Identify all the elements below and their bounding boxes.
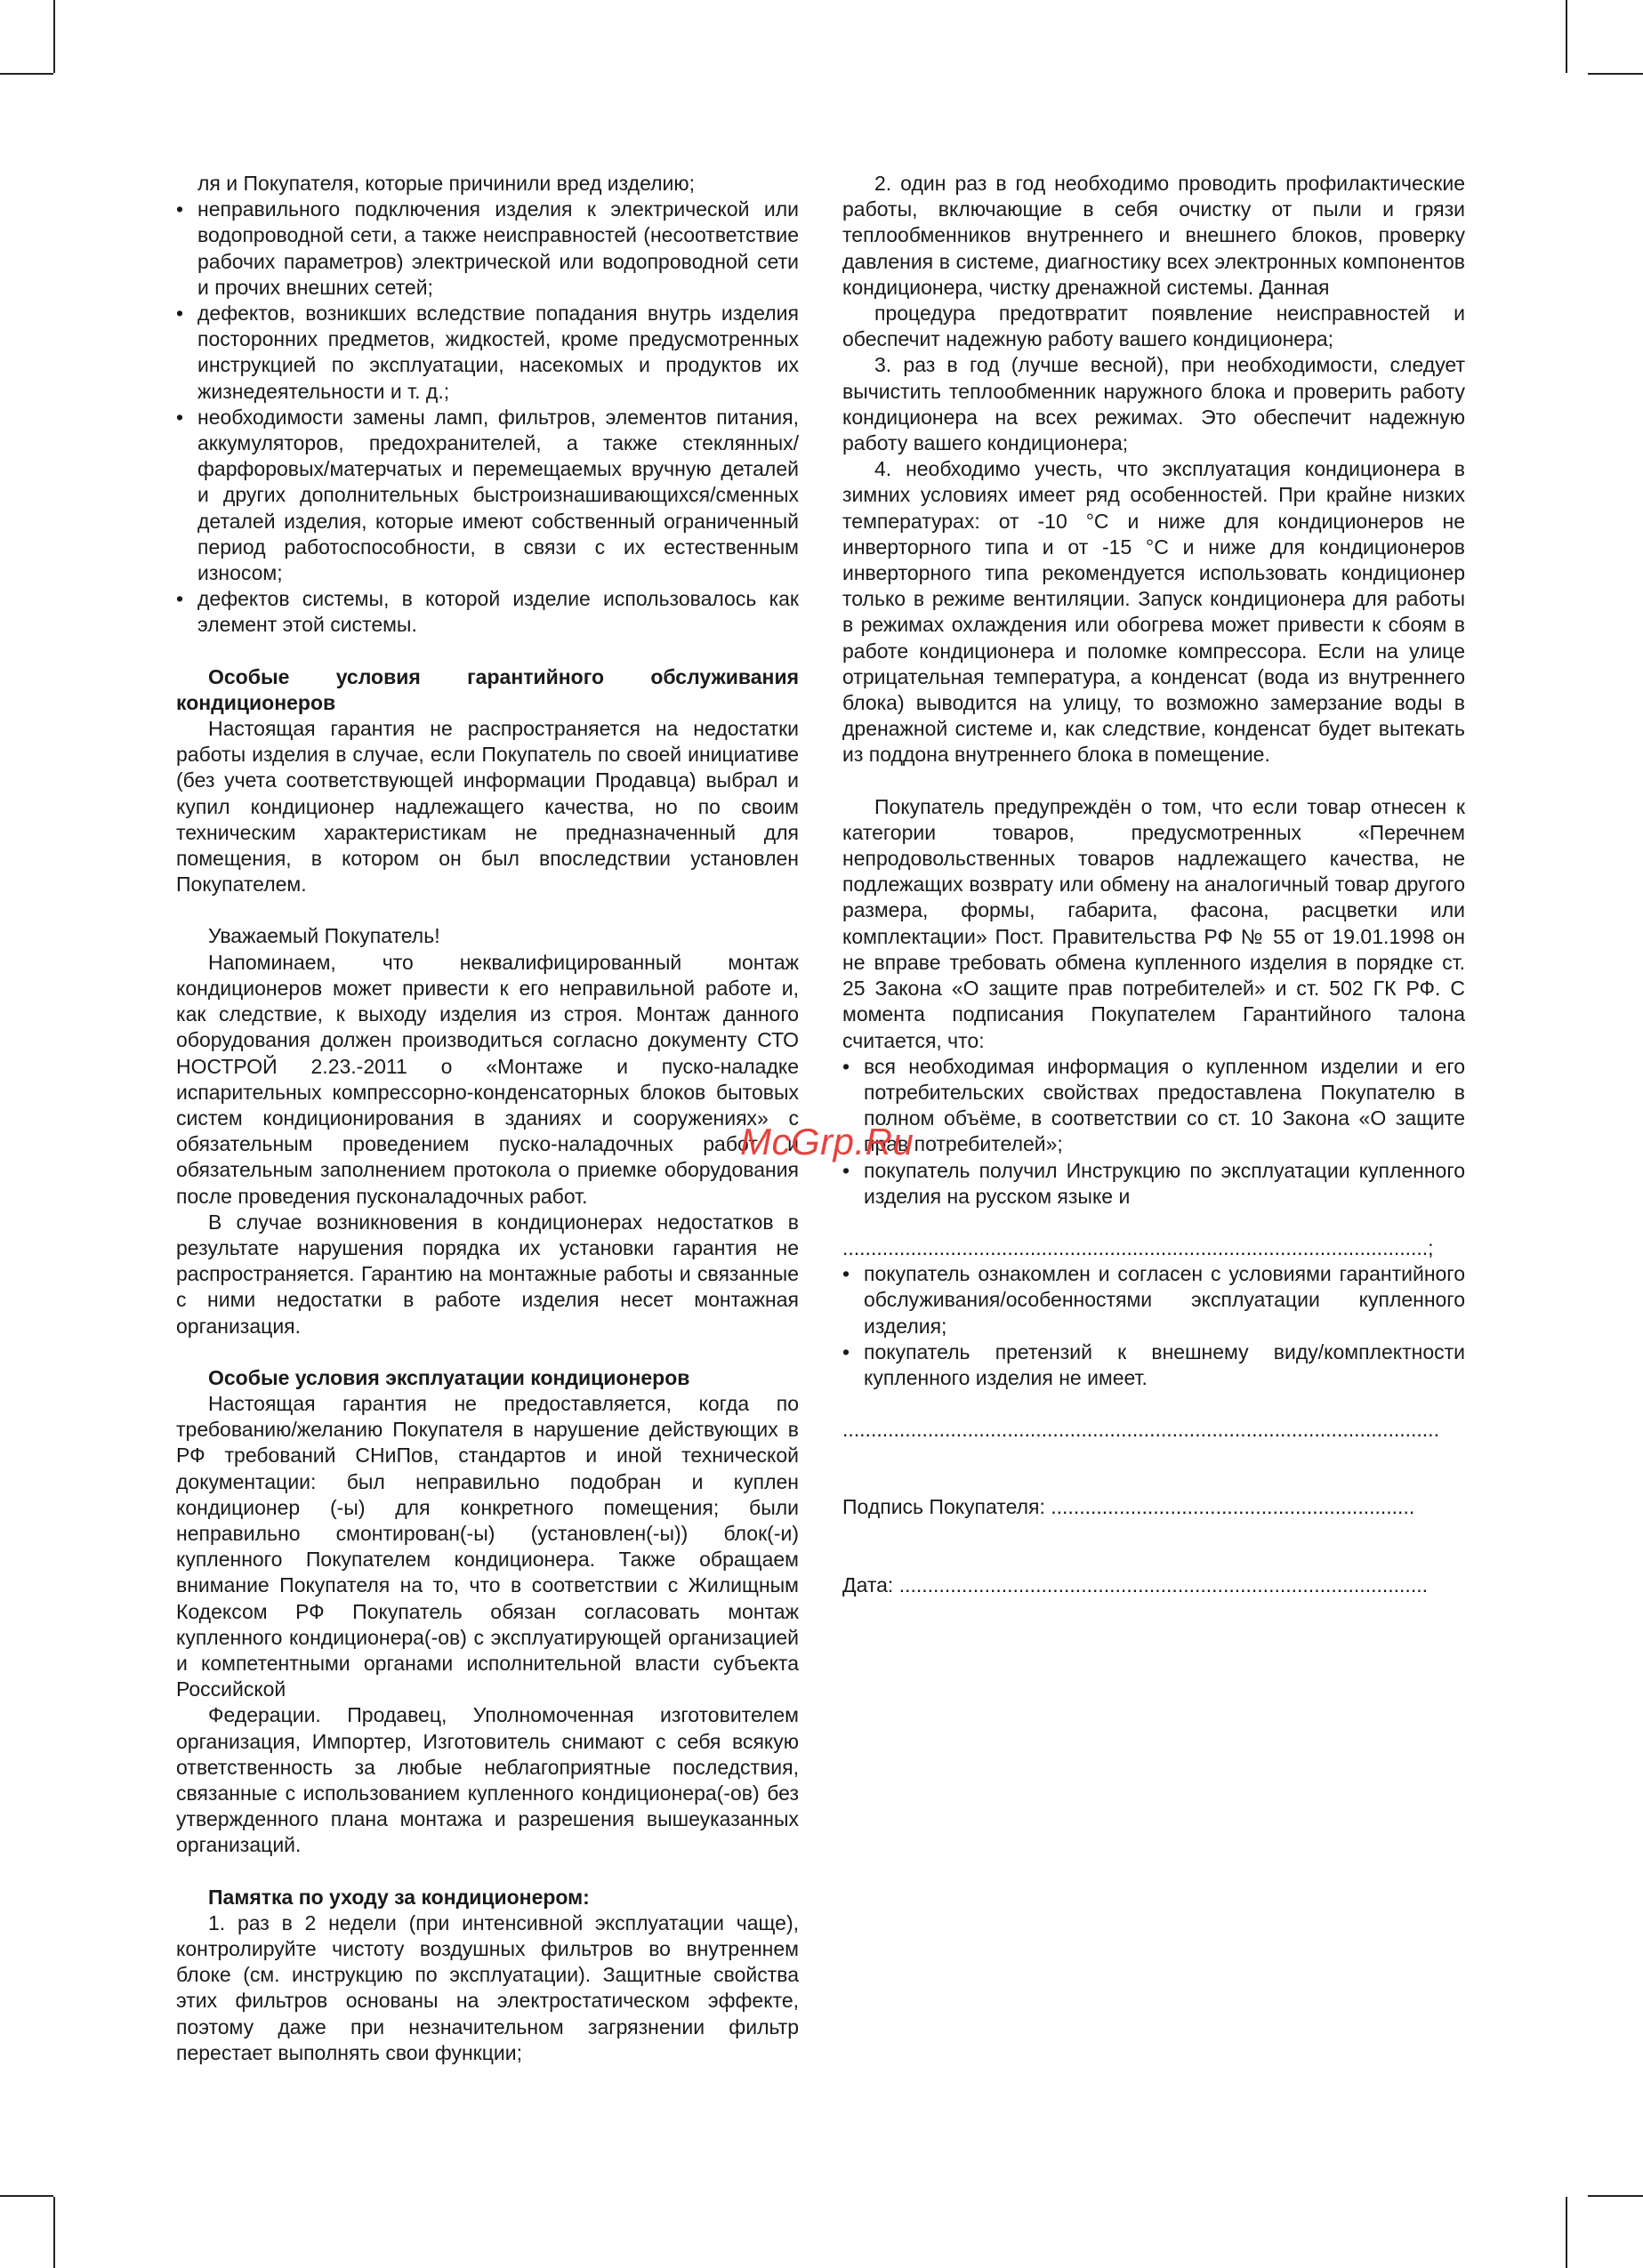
signature-field[interactable]: Подпись Покупателя: ................................................................: [842, 1495, 1415, 1519]
buyer-acknowledgements-list-2: [842, 1261, 1465, 1391]
care-item-2: 2. один раз в год необходимо проводить профилактические работы, включающие в себя очистку от пыли и грязи теплообменников внутреннего и внешнего блоков, проверку давления в системе, диагностику всех электронных компонентов кондиционера, чистку дренажной системы. Данная: [842, 172, 1465, 299]
spacer: [842, 1468, 1465, 1494]
crop-mark-bottom-left: [53, 2197, 55, 2268]
fill-in-line[interactable]: .......................................................................................................;: [842, 1235, 1434, 1259]
crop-mark-top-right: [1566, 0, 1567, 73]
federation-paragraph: Федерации. Продавец, Уполномоченная изготовителем организация, Импортер, Изготовитель снимают с себя всякую ответственность за любые неблагоприятные последствия, связанные с использованием купленного кондиционера(-ов) без утвержденного плана монтажа и разрешения вышеуказанных организаций.: [176, 1703, 799, 1857]
list-item: • покупатель получил Инструкцию по эксплуатации купленного изделия на русском языке и: [842, 1158, 1465, 1210]
list-item: • необходимости замены ламп, фильтров, элементов питания, аккумуляторов, предохранителей, а также стеклянных/фарфоровых/матерчатых и перемещаемых вручную деталей и других дополнительных быстроизнашивающихся/сменных деталей изделия, которые имеют собственный ограниченный период работоспособности, в связи с их естественным износом;: [176, 405, 799, 586]
list-item: • покупатель претензий к внешнему виду/комплектности купленного изделия не имеет.: [842, 1339, 1465, 1391]
crop-mark-bottom-right: [1566, 2197, 1567, 2268]
installation-paragraph: В случае возникновения в кондиционерах недостатков в результате нарушения порядка их установки гарантия не распространяется. Гарантию на монтажные работы и связанные с ними недостатки в работе изделия несет монтажная организация.: [176, 1210, 799, 1338]
care-item-3: 3. раз в год (лучше весной), при необходимости, следует вычистить теплообменник наружного блока и проверить работу кондиционера на всех режимах. Это обеспечит надежную работу вашего кондиционера;: [842, 353, 1465, 455]
list-item: • вся необходимая информация о купленном изделии и его потребительских свойствах предоставлена Покупателю в полном объёме, в соответствии со ст. 10 Закона «О защите прав потребителей»;: [842, 1054, 1465, 1158]
heading-care-memo: Памятка по уходу за кондиционером:: [208, 1885, 590, 1909]
spacer: [176, 1339, 799, 1365]
dear-buyer: Уважаемый Покупатель!: [208, 924, 440, 948]
care-item-2-continuation: процедура предотвратит появление неисправностей и обеспечит надежную работу вашего кондиционера;: [842, 302, 1465, 351]
list-item: • покупатель ознакомлен и согласен с условиями гарантийного обслуживания/особенностями эксплуатации купленного изделия;: [842, 1261, 1465, 1339]
spacer: [842, 1521, 1465, 1547]
care-item-4: 4. необходимо учесть, что эксплуатация кондиционера в зимних условиях имеет ряд особенностей. При крайне низких температурах: от -10 °С и ниже для кондиционеров не инверторного типа и от -15 °С и ниже для кондиционеров инверторного типа рекомендуется использовать кондиционер только в режиме вентиляции. Запуск кондиционера для работы в режимах охлаждения или обогрева может привести к сбоям в работе кондиционера и поломке компрессора. Если на улице отрицательная температура, а конденсат (вода из внутреннего блока) выводится на улицу, то возможно замерзание воды в дренажной системе и, как следствие, конденсат будет вытекать из поддона внутреннего блока в помещение.: [842, 457, 1465, 767]
blank-line[interactable]: .........................................................................................................: [842, 1418, 1439, 1442]
right-column: [842, 171, 1465, 1598]
left-column: [176, 171, 799, 2066]
intro-continuation: ля и Покупателя, которые причинили вред изделию;: [197, 172, 696, 195]
site-watermark: McGrp.Ru: [740, 1121, 914, 1162]
crop-mark-top-right-h: [1588, 73, 1643, 75]
crop-mark-bottom-right-h: [1588, 2195, 1643, 2197]
spacer: [842, 1547, 1465, 1572]
reminder-paragraph: Напоминаем, что неквалифицированный монтаж кондиционеров может привести к его неправильной работе и, как следствие, к выходу изделия из строя. Монтаж данного оборудования должен производиться согласно документу СТО НОСТРОЙ 2.23.-2011 о «Монтаже и пуско-наладке испарительных компрессорно-конденсаторных блоков бытовых систем кондиционирования в зданиях и сооружениях» с обязательным проведением пуско-наладочных работ и обязательным заполнением протокола о приемке оборудования после проведения пусконаладочных работ.: [176, 950, 799, 1208]
exclusions-list: [176, 197, 799, 638]
crop-mark-top-left: [53, 0, 55, 73]
spacer: [176, 897, 799, 923]
spacer: [842, 1391, 1465, 1417]
operation-paragraph: Настоящая гарантия не предоставляется, когда по требованию/желанию Покупателя в нарушение действующих в РФ требований СНиПов, стандартов и иной технической документации: был неправильно подобран и куплен кондиционер (-ы) для конкретного помещения; были неправильно смонтирован(-ы) (установлен(-ы)) блок(-и) купленного Покупателем кондиционера. Также обращаем внимание Покупателя на то, что в соответствии с Жилищным Кодексом РФ Покупатель обязан согласовать монтаж купленного кондиционера(-ов) с эксплуатирующей организацией и компетентными органами исполнительной власти субъекта Российской: [176, 1391, 799, 1701]
spacer: [842, 1210, 1465, 1235]
date-field[interactable]: Дата: .............................................................................................: [842, 1572, 1428, 1596]
spacer: [842, 768, 1465, 794]
spacer: [842, 1443, 1465, 1468]
list-item: • дефектов, возникших вследствие попадания внутрь изделия посторонних предметов, жидкостей, кроме предусмотренных инструкцией по эксплуатации, насекомых и продуктов их жизнедеятельности и т. д.;: [176, 301, 799, 405]
spacer: [176, 639, 799, 664]
buyer-warned-paragraph: Покупатель предупреждён о том, что если товар отнесен к категории товаров, предусмотренных «Перечнем непродовольственных товаров надлежащего качества, не подлежащих возврату или обмену на аналогичный товар другого размера, формы, габарита, фасона, расцветки или комплектации» Пост. Правительства РФ № 55 от 19.01.1998 он не вправе требовать обмена купленного изделия в порядке ст. 25 Закона «О защите прав потребителей» и ст. 502 ГК РФ. С момента подписания Покупателем Гарантийного талона считается, что:: [842, 794, 1465, 1052]
warranty-paragraph: Настоящая гарантия не распространяется на недостатки работы изделия в случае, если Покупатель по своей инициативе (без учета соответствующей информации Продавца) выбрал и купил кондиционер надлежащего качества, но по своим техническим характеристикам не предназначенный для помещения, в котором он был впоследствии установлен Покупателем.: [176, 717, 799, 897]
heading-warranty-conditions: Особые условия гарантийного обслуживания кондиционеров: [176, 664, 799, 714]
buyer-acknowledgements-list: [842, 1054, 1465, 1210]
list-item: • дефектов системы, в которой изделие использовалось как элемент этой системы.: [176, 586, 799, 638]
heading-operation-conditions: Особые условия эксплуатации кондиционеров: [208, 1365, 690, 1389]
spacer: [176, 1859, 799, 1885]
list-item: • неправильного подключения изделия к электрической или водопроводной сети, а также неисправностей (несоответствие рабочих параметров) электрической или водопроводной сети и прочих внешних сетей;: [176, 197, 799, 301]
care-item-1: 1. раз в 2 недели (при интенсивной эксплуатации чаще), контролируйте чистоту воздушных фильтров во внутреннем блоке (см. инструкцию по эксплуатации). Защитные свойства этих фильтров основаны на электростатическом эффекте, поэтому даже при незначительном загрязнении фильтр перестает выполнять свои функции;: [176, 1910, 799, 2064]
crop-mark-top-left-h: [0, 73, 53, 75]
crop-mark-bottom-left-h: [0, 2195, 53, 2197]
